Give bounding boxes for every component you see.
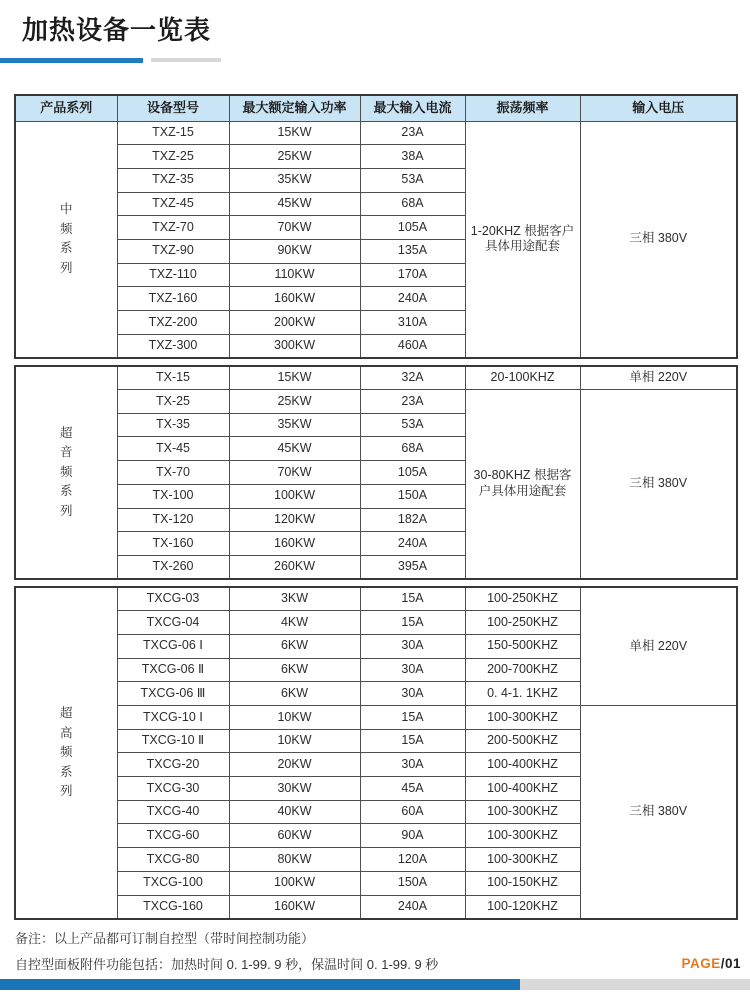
section-table-3 xyxy=(14,586,738,920)
series-cell: 超 音 频 系 列 xyxy=(15,366,117,579)
model-cell: TXCG-10 Ⅰ xyxy=(117,706,229,730)
model-cell: TXCG-60 xyxy=(117,824,229,848)
power-cell: 3KW xyxy=(229,587,360,611)
model-cell: TX-70 xyxy=(117,461,229,485)
current-cell: 15A xyxy=(360,706,465,730)
frequency-cell: 100-300KHZ xyxy=(465,848,580,872)
current-cell: 105A xyxy=(360,216,465,240)
power-cell: 6KW xyxy=(229,658,360,682)
model-cell: TXCG-06 Ⅰ xyxy=(117,634,229,658)
model-cell: TXCG-100 xyxy=(117,871,229,895)
current-cell: 150A xyxy=(360,871,465,895)
power-cell: 120KW xyxy=(229,508,360,532)
power-cell: 10KW xyxy=(229,729,360,753)
current-cell: 68A xyxy=(360,192,465,216)
footer-bar xyxy=(0,979,750,990)
current-cell: 30A xyxy=(360,753,465,777)
model-cell: TXCG-10 Ⅱ xyxy=(117,729,229,753)
model-cell: TXCG-30 xyxy=(117,777,229,801)
power-cell: 100KW xyxy=(229,484,360,508)
power-cell: 25KW xyxy=(229,390,360,414)
current-cell: 170A xyxy=(360,263,465,287)
current-cell: 240A xyxy=(360,895,465,919)
current-cell: 53A xyxy=(360,413,465,437)
current-cell: 45A xyxy=(360,777,465,801)
frequency-cell: 100-400KHZ xyxy=(465,753,580,777)
model-cell: TXCG-20 xyxy=(117,753,229,777)
model-cell: TX-260 xyxy=(117,555,229,579)
current-cell: 53A xyxy=(360,168,465,192)
footnotes xyxy=(15,926,438,978)
section-table-1 xyxy=(14,94,738,359)
series-cell: 超 高 频 系 列 xyxy=(15,587,117,919)
current-cell: 23A xyxy=(360,121,465,145)
frequency-cell: 1-20KHZ 根据客户具体用途配套 xyxy=(465,121,580,358)
power-cell: 30KW xyxy=(229,777,360,801)
current-cell: 240A xyxy=(360,532,465,556)
power-cell: 6KW xyxy=(229,682,360,706)
column-header-3: 最大额定输入功率 xyxy=(229,95,360,121)
power-cell: 160KW xyxy=(229,287,360,311)
power-cell: 200KW xyxy=(229,311,360,335)
power-cell: 35KW xyxy=(229,413,360,437)
model-cell: TXZ-110 xyxy=(117,263,229,287)
frequency-cell: 100-150KHZ xyxy=(465,871,580,895)
power-cell: 160KW xyxy=(229,532,360,556)
power-cell: 10KW xyxy=(229,706,360,730)
power-cell: 70KW xyxy=(229,461,360,485)
current-cell: 32A xyxy=(360,366,465,390)
model-cell: TXZ-300 xyxy=(117,334,229,358)
voltage-cell: 三相 380V xyxy=(580,706,737,919)
frequency-cell: 0. 4-1. 1KHZ xyxy=(465,682,580,706)
voltage-cell: 三相 380V xyxy=(580,121,737,358)
power-cell: 15KW xyxy=(229,121,360,145)
power-cell: 4KW xyxy=(229,611,360,635)
power-cell: 45KW xyxy=(229,192,360,216)
frequency-cell: 200-500KHZ xyxy=(465,729,580,753)
model-cell: TXZ-70 xyxy=(117,216,229,240)
model-cell: TXCG-06 Ⅱ xyxy=(117,658,229,682)
current-cell: 105A xyxy=(360,461,465,485)
model-cell: TX-100 xyxy=(117,484,229,508)
current-cell: 30A xyxy=(360,634,465,658)
frequency-cell: 30-80KHZ 根据客户具体用途配套 xyxy=(465,390,580,580)
model-cell: TXZ-160 xyxy=(117,287,229,311)
model-cell: TX-35 xyxy=(117,413,229,437)
header-row xyxy=(15,95,737,121)
frequency-cell: 100-250KHZ xyxy=(465,587,580,611)
column-header-1: 产品系列 xyxy=(15,95,117,121)
table-row xyxy=(15,390,737,414)
model-cell: TXZ-25 xyxy=(117,145,229,169)
title-underline xyxy=(0,58,750,63)
page-indicator xyxy=(681,956,741,971)
model-cell: TXZ-45 xyxy=(117,192,229,216)
current-cell: 120A xyxy=(360,848,465,872)
voltage-cell: 三相 380V xyxy=(580,390,737,580)
current-cell: 23A xyxy=(360,390,465,414)
footer-bar-gray xyxy=(520,979,750,990)
model-cell: TXCG-03 xyxy=(117,587,229,611)
power-cell: 110KW xyxy=(229,263,360,287)
model-cell: TXZ-15 xyxy=(117,121,229,145)
current-cell: 240A xyxy=(360,287,465,311)
column-header-5: 振荡频率 xyxy=(465,95,580,121)
current-cell: 90A xyxy=(360,824,465,848)
frequency-cell: 150-500KHZ xyxy=(465,634,580,658)
voltage-cell: 单相 220V xyxy=(580,587,737,705)
model-cell: TX-120 xyxy=(117,508,229,532)
current-cell: 15A xyxy=(360,611,465,635)
model-cell: TXCG-40 xyxy=(117,800,229,824)
model-cell: TXCG-80 xyxy=(117,848,229,872)
power-cell: 300KW xyxy=(229,334,360,358)
current-cell: 68A xyxy=(360,437,465,461)
current-cell: 38A xyxy=(360,145,465,169)
table-row xyxy=(15,121,737,145)
current-cell: 310A xyxy=(360,311,465,335)
page-label: PAGE xyxy=(681,956,721,971)
section-table-2 xyxy=(14,365,738,580)
model-cell: TXZ-90 xyxy=(117,239,229,263)
column-header-4: 最大输入电流 xyxy=(360,95,465,121)
model-cell: TXZ-35 xyxy=(117,168,229,192)
power-cell: 6KW xyxy=(229,634,360,658)
power-cell: 40KW xyxy=(229,800,360,824)
column-header-2: 设备型号 xyxy=(117,95,229,121)
current-cell: 150A xyxy=(360,484,465,508)
page-number: /01 xyxy=(720,956,741,971)
current-cell: 60A xyxy=(360,800,465,824)
frequency-cell: 100-300KHZ xyxy=(465,824,580,848)
frequency-cell: 100-300KHZ xyxy=(465,706,580,730)
title-underline-blue-bar xyxy=(0,58,143,63)
model-cell: TXCG-04 xyxy=(117,611,229,635)
power-cell: 80KW xyxy=(229,848,360,872)
voltage-cell: 单相 220V xyxy=(580,366,737,390)
power-cell: 60KW xyxy=(229,824,360,848)
power-cell: 20KW xyxy=(229,753,360,777)
model-cell: TX-160 xyxy=(117,532,229,556)
power-cell: 45KW xyxy=(229,437,360,461)
frequency-cell: 100-300KHZ xyxy=(465,800,580,824)
power-cell: 70KW xyxy=(229,216,360,240)
power-cell: 160KW xyxy=(229,895,360,919)
power-cell: 100KW xyxy=(229,871,360,895)
frequency-cell: 100-400KHZ xyxy=(465,777,580,801)
model-cell: TX-25 xyxy=(117,390,229,414)
table-row xyxy=(15,587,737,611)
current-cell: 30A xyxy=(360,682,465,706)
current-cell: 30A xyxy=(360,658,465,682)
note-line-1: 备注：以上产品都可订制自控型（带时间控制功能） xyxy=(15,931,315,946)
power-cell: 260KW xyxy=(229,555,360,579)
footer-bar-blue xyxy=(0,979,520,990)
frequency-cell: 100-250KHZ xyxy=(465,611,580,635)
model-cell: TXZ-200 xyxy=(117,311,229,335)
power-cell: 35KW xyxy=(229,168,360,192)
current-cell: 460A xyxy=(360,334,465,358)
model-cell: TXCG-06 Ⅲ xyxy=(117,682,229,706)
power-cell: 90KW xyxy=(229,239,360,263)
model-cell: TXCG-160 xyxy=(117,895,229,919)
equipment-table xyxy=(14,94,736,920)
current-cell: 395A xyxy=(360,555,465,579)
frequency-cell: 20-100KHZ xyxy=(465,366,580,390)
note-line-2: 自控型面板附件功能包括：加热时间 0. 1-99. 9 秒，保温时间 0. 1-99. 9 秒 xyxy=(15,957,439,972)
series-cell: 中 频 系 列 xyxy=(15,121,117,358)
current-cell: 182A xyxy=(360,508,465,532)
title-underline-gray-bar xyxy=(151,58,221,62)
current-cell: 15A xyxy=(360,729,465,753)
column-header-6: 输入电压 xyxy=(580,95,737,121)
table-row xyxy=(15,366,737,390)
model-cell: TX-45 xyxy=(117,437,229,461)
frequency-cell: 200-700KHZ xyxy=(465,658,580,682)
current-cell: 135A xyxy=(360,239,465,263)
current-cell: 15A xyxy=(360,587,465,611)
power-cell: 15KW xyxy=(229,366,360,390)
table-row xyxy=(15,706,737,730)
power-cell: 25KW xyxy=(229,145,360,169)
model-cell: TX-15 xyxy=(117,366,229,390)
frequency-cell: 100-120KHZ xyxy=(465,895,580,919)
page-title: 加热设备一览表 xyxy=(22,15,212,45)
